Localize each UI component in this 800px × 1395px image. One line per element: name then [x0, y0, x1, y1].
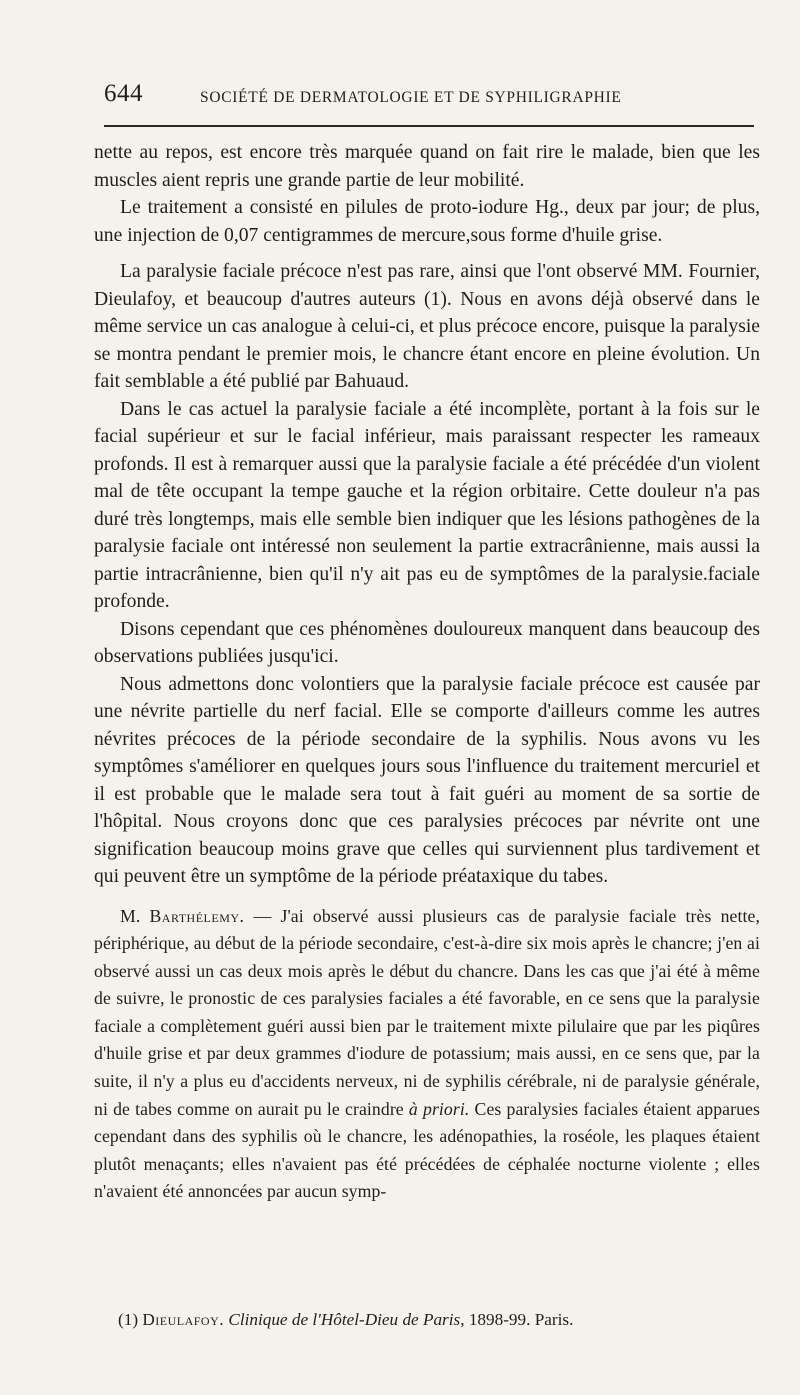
- footnote-rest: 1898-99. Paris.: [464, 1310, 574, 1329]
- paragraph-continuation: nette au repos, est encore très marquée quand on fait rire le malade, bien que les muscles aient repris une grande partie de leur mobilité.: [94, 142, 760, 191]
- running-head: SOCIÉTÉ DE DERMATOLOGIE ET DE SYPHILIGRAPHIE: [200, 89, 622, 106]
- paragraph-gap: [94, 249, 760, 258]
- page-number: 644: [104, 80, 143, 107]
- speaker-name: Barthélemy.: [149, 905, 245, 926]
- paragraph-early-paralysis: La paralysie faciale précoce n'est pas rare, ainsi que l'ont observé MM. Fournier, Dieulafoy, et beaucoup d'autres auteurs (1). Nous en avons déjà observé dans le même service un cas analogue à celui-ci, et plus précoce encore, puisque la paralysie se montra pendant le premier mois, le chancre étant encore en pleine évolution. Un fait semblable a été publié par Bahuaud.: [94, 261, 760, 392]
- footnote-author: Dieulafoy.: [142, 1310, 225, 1329]
- section-gap: [94, 891, 760, 903]
- footnote: [118, 1309, 758, 1331]
- footnote-marker: (1): [118, 1310, 143, 1329]
- discussion-text-a: — J'ai observé aussi plusieurs cas de paralysie faciale très nette, périphérique, au début de la période secondaire, c'est-à-dire six mois après le chancre; j'en ai observé aussi un cas deux mois après le début du chancre. Dans les cas que j'ai été à même de suivre, le pronostic de ces paralysies faciales a été favorable, en ce sens que la paralysie faciale a complètement guéri aussi bien par le traitement mixte pilulaire que par les piqûres d'huile grise et par deux grammes d'iodure de potassium; mais aussi, en ce sens que, par la suite, il n'y a plus eu d'accidents nerveux, ni de syphilis cérébrale, ni de paralysie générale, ni de tabes comme on aurait pu le craindre: [94, 905, 760, 1119]
- page-header: [104, 80, 754, 116]
- paragraph-conclusion: Nous admettons donc volontiers que la paralysie faciale précoce est causée par une névrite partielle du nerf facial. Elle se comporte d'ailleurs comme les autres névrites précoces de la période secondaire de la syphilis. Nous avons vu les symptômes s'améliorer en quelques jours sous l'influence du traitement mercuriel et il est probable que le malade sera tout à fait guéri au moment de sa sortie de l'hôpital. Nous croyons donc que ces paralysies précoces par névrite ont une signification beaucoup moins grave que celles qui surviennent plus tardivement et qui peuvent être un symptôme de la période préataxique du tabes.: [94, 673, 760, 887]
- speaker-prefix: M.: [120, 905, 150, 926]
- header-rule: [104, 125, 754, 127]
- paragraph-treatment: Le traitement a consisté en pilules de proto-iodure Hg., deux par jour; de plus, une injection de 0,07 centigrammes de mercure,sous forme d'huile grise.: [94, 197, 760, 246]
- discussion-text-b: Ces paralysies faciales étaient apparues cependant dans des syphilis où le chancre, les adénopathies, la roséole, les plaques étaient plutôt menaçants; elles n'avaient pas été précédées de céphalée nocturne violente ; elles n'avaient été annoncées par aucun symp-: [94, 1098, 760, 1202]
- paragraph-current-case: Dans le cas actuel la paralysie faciale a été incomplète, portant à la fois sur le facial supérieur et sur le facial inférieur, mais paraissant respecter les rameaux profonds. Il est à remarquer aussi que la paralysie faciale a été précédée d'un violent mal de tête occupant la tempe gauche et la région orbitaire. Cette douleur n'a pas duré très longtemps, mais elle semble bien indiquer que les lésions pathogènes de la paralysie faciale ont intéressé non seulement la partie extracrânienne, mais aussi la partie intracrânienne, bien qu'il n'y ait pas eu de symptômes de la paralysie.faciale profonde.: [94, 398, 760, 612]
- body-text: [94, 139, 760, 1206]
- discussion-italic: à priori.: [408, 1098, 470, 1119]
- discussion-paragraph: [94, 903, 760, 1207]
- paragraph-pain-phenomena: Disons cependant que ces phénomènes douloureux manquent dans beaucoup des observations publiées jusqu'ici.: [94, 618, 760, 667]
- footnote-title: Clinique de l'Hôtel-Dieu de Paris,: [228, 1310, 465, 1329]
